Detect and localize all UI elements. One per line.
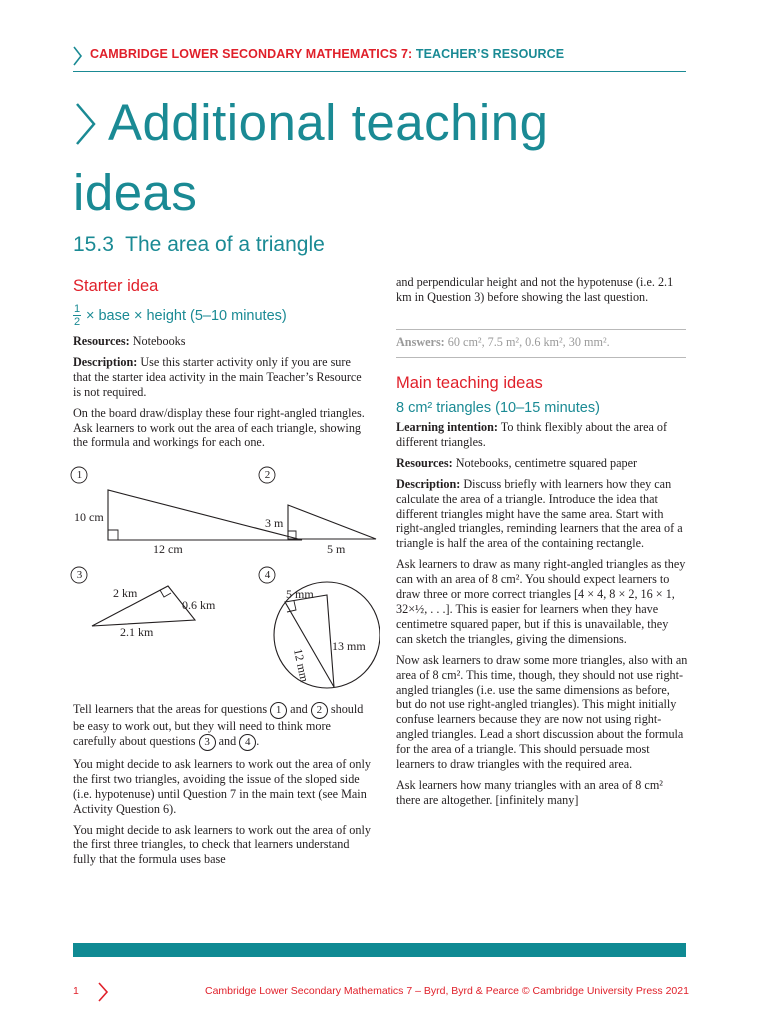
triangle-figures [70,464,380,690]
starter-para2: Tell learners that the areas for questions 1 and 2 should be easy to work out, but they will need to think more carefully about questions 3 and 4 . [73,702,371,751]
page-title-line2: ideas [73,164,198,221]
figure-3-number: 3 [76,569,83,581]
main-resources [396,456,688,471]
question-ref-3: 3 [199,734,216,751]
section-title [73,233,325,257]
learning-intention [396,420,688,450]
main-para2-list: [4 × 4, 8 × 2, 16 × 1, 32×½, . . .]. This is easier for [396,587,675,616]
main-body [396,420,688,814]
main-resources-text: Notebooks, centimetre squared paper [455,455,638,470]
para2-and: and [290,702,308,716]
figure-2-base-label: 5 m [327,542,346,556]
figure-4-side-label: 5 mm [286,587,314,601]
header-resource: TEACHER’S RESOURCE [415,47,565,61]
main-heading: Main teaching ideas [396,374,543,392]
chevron-right-icon [72,45,84,67]
chevron-right-icon [96,981,110,1003]
header-series: CAMBRIDGE LOWER SECONDARY MATHEMATICS 7: [90,47,413,61]
starter-body-2 [73,702,371,873]
section-name: The area of a triangle [125,233,325,256]
answers-line [396,335,686,350]
main-para3: Now ask learners to draw some more triangles, also with an area of 8 cm². This time, though, they should not use right-angled triangles (i.e. use the same dimensions as before, but do not use right-angled triangles). This might initially confuse learners because they are now not using right-angled triangles. Lead a short discussion about the formula for the area of a triangle. This should persuade most learners to draw triangles with the required area. [396,652,688,772]
footer-bar [73,943,686,957]
figure-3-hypotenuse-label: 2.1 km [120,625,154,639]
starter-subheading [73,303,287,328]
para2-text-b: should be easy to work out, but they will need to think more carefully about questions [73,702,364,748]
figure-2-number: 2 [264,469,271,481]
page-title-line1: Additional teaching [108,94,549,151]
figure-4-hypotenuse-label: 13 mm [332,639,366,653]
starter-heading: Starter idea [73,277,159,295]
para2-text-a: Tell learners that the areas for questions [73,702,268,716]
main-para2-text: Ask learners to draw as many right-angled triangles as they can with an area of 8 cm². You should expect learners to draw three or more correct triangles [396,557,686,602]
answers-rule-bottom [396,357,686,358]
main-para2 [396,557,688,646]
question-ref-2: 2 [311,702,328,719]
figure-4 [259,567,380,688]
answers-label: Answers: [396,335,445,349]
description-label: Description: [73,354,138,369]
figure-3-side-label: 2 km [113,586,138,600]
resources-label: Resources: [73,334,130,348]
subheading-text: × base × height (5–10 minutes) [86,307,287,324]
running-header [90,47,564,61]
answers-rule-top [396,329,686,330]
question-ref-4: 4 [239,734,256,751]
starter-para3: You might decide to ask learners to work out the area of only the first two triangles, avoiding the issue of the sloped side (i.e. hypotenuse) until Question 7 in the main text (see Main Activity Question 6). [73,756,371,816]
figure-4-number: 4 [264,569,271,581]
page-number: 1 [73,985,79,997]
answers-text: 60 cm², 7.5 m², 0.6 km², 30 mm². [447,335,610,349]
question-ref-1: 1 [270,702,287,719]
starter-para4: You might decide to ask learners to work out the area of only the first three triangles, to check that learners understand fully that the formula uses base [73,822,371,867]
figure-3-side-label-2: 0.6 km [182,598,216,612]
main-description [396,477,688,552]
li-label: Learning intention: [396,420,498,434]
resources-text: Notebooks [132,334,186,348]
description-text: Use this starter activity only if you are sure that the starter idea activity in the main Teacher’s Resource is not required. [73,354,362,399]
main-description-label: Description: [396,476,461,491]
main-description-text: Discuss briefly with learners how they can calculate the area of a triangle. Introduce the idea that different triangles might have the same area. Start with right-angled triangles, reminding learners that the area of a triangle is half the area of the containing rectangle. [396,476,683,551]
activity-title: 8 cm² triangles (10–15 minutes) [396,400,600,416]
main-resources-label: Resources: [396,455,453,470]
header-divider [73,71,686,72]
chevron-right-icon [72,100,100,148]
figure-1-height-label: 10 cm [74,510,104,524]
main-para2-cont: learners when they have centimetre squared paper, but if this is unavailable, they can sketch the triangles, giving the dimensions. [396,601,669,646]
figure-2-height-label: 3 m [265,516,284,530]
description-line [73,355,371,400]
figure-1-base-label: 12 cm [153,542,183,556]
starter-para1: On the board draw/display these four right-angled triangles. Ask learners to work out the area of each triangle, showing the formula and workings for each one. [73,405,365,450]
section-number: 15.3 [73,233,114,256]
figure-4-side-label-2: 12 mm [290,647,312,684]
para2-and-2: and [218,733,237,748]
fraction-half [73,303,81,328]
starter-body [73,334,371,456]
fraction-denominator: 2 [73,316,81,328]
right-column-cont: and perpendicular height and not the hypotenuse (i.e. 2.1 km in Question 3) before showing the last question. [396,275,674,304]
li-text: To think flexibly about the area of different triangles. [396,420,668,449]
main-para4: Ask learners how many triangles with an area of 8 cm² there are altogether. [infinitely many] [396,777,663,807]
footer-credit: Cambridge Lower Secondary Mathematics 7 – Byrd, Byrd & Pearce © Cambridge University Press 2021 [205,985,689,997]
resources-line [73,334,371,349]
fraction-numerator: 1 [73,303,81,315]
figure-1-number: 1 [76,469,83,481]
